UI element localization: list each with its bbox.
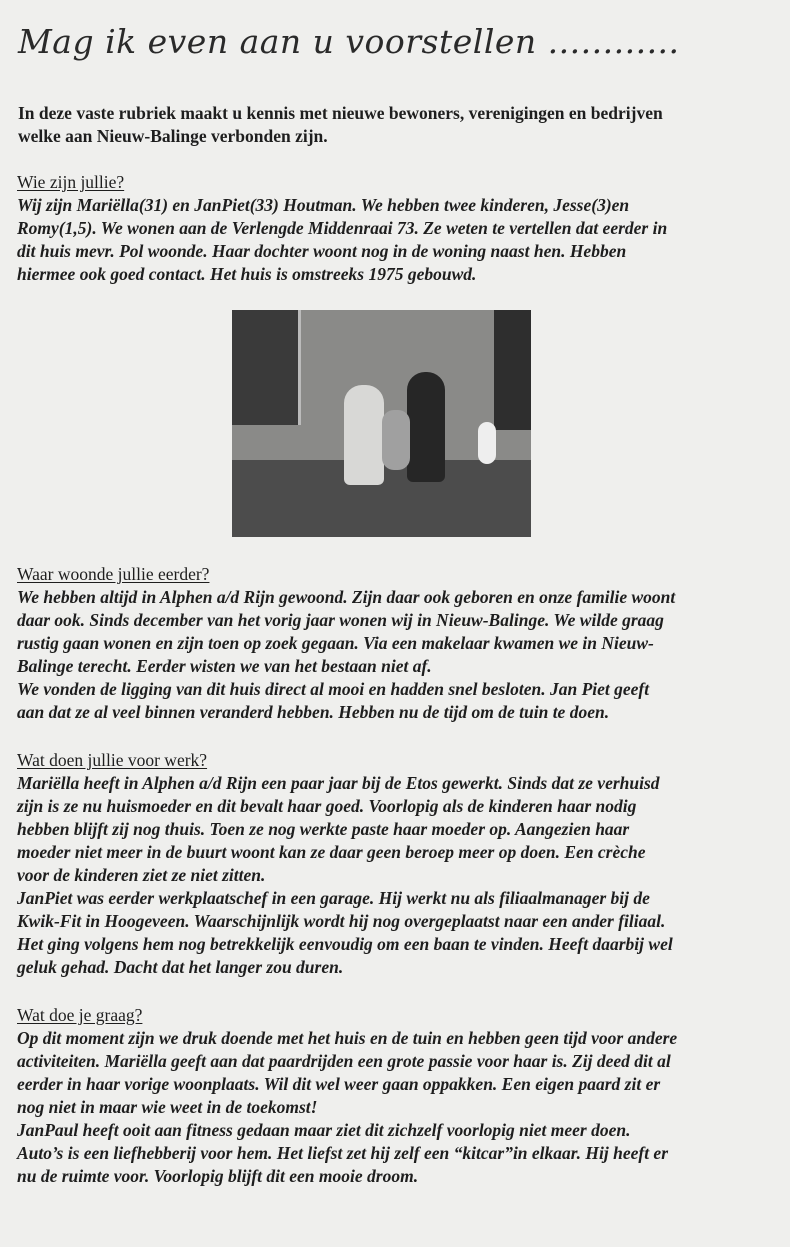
text-line: rustig gaan wonen en zijn toen op zoek gegaan. Via een makelaar kwamen we in Nieuw- — [17, 633, 654, 653]
text-line: Kwik-Fit in Hoogeveen. Waarschijnlijk wordt hij nog overgeplaatst naar een ander filiaal. — [17, 911, 666, 931]
text-line: JanPiet was eerder werkplaatschef in een garage. Hij werkt nu als filiaalmanager bij de — [17, 888, 650, 908]
text-line: Romy(1,5). We wonen aan de Verlengde Middenraai 73. Ze weten te vertellen dat eerder in — [17, 218, 668, 238]
text-line: JanPaul heeft ooit aan fitness gedaan maar ziet dit zichzelf voorlopig niet meer doen. — [17, 1120, 631, 1140]
section-wat-doe-je-graag — [17, 1004, 677, 1188]
photo-window — [232, 310, 301, 425]
section-heading: Wat doe je graag? — [17, 1005, 143, 1025]
photo-child — [382, 410, 410, 470]
section-heading: Wat doen jullie voor werk? — [17, 750, 208, 770]
photo-person-father — [407, 372, 445, 482]
intro-paragraph — [18, 102, 663, 148]
text-line: aan dat ze al veel binnen veranderd hebben. Hebben nu de tijd om de tuin te doen. — [17, 702, 610, 722]
text-line: activiteiten. Mariëlla geeft aan dat paardrijden een grote passie voor haar is. Zij deed dit al — [17, 1051, 671, 1071]
text-line: Balinge terecht. Eerder wisten we van het bestaan niet af. — [17, 656, 432, 676]
text-line: We vonden de ligging van dit huis direct al mooi en hadden snel besloten. Jan Piet geeft — [17, 679, 650, 699]
text-line: hiermee ook goed contact. Het huis is omstreeks 1975 gebouwd. — [17, 264, 477, 284]
text-line: daar ook. Sinds december van het vorig jaar wonen wij in Nieuw-Balinge. We wilde graag — [17, 610, 664, 630]
text-line: zijn is ze nu huismoeder en dit bevalt haar goed. Voorlopig als de kinderen haar nodig — [17, 796, 637, 816]
text-line: nu de ruimte voor. Voorlopig blijft dit een mooie droom. — [17, 1166, 419, 1186]
section-wat-doen-jullie-voor-werk — [17, 749, 673, 979]
photo-car — [494, 310, 531, 430]
text-line: hebben blijft zij nog thuis. Toen ze nog werkte paste haar moeder op. Aangezien haar — [17, 819, 630, 839]
photo-goose-statue — [478, 422, 496, 464]
intro-line: welke aan Nieuw-Balinge verbonden zijn. — [18, 126, 328, 146]
text-line: moeder niet meer in de buurt woont kan ze daar geen beroep meer op doen. Een crèche — [17, 842, 646, 862]
text-line: nog niet in maar wie weet in de toekomst! — [17, 1097, 318, 1117]
section-heading: Waar woonde jullie eerder? — [17, 564, 210, 584]
text-line: geluk gehad. Dacht dat het langer zou duren. — [17, 957, 344, 977]
article-title: Mag ik even aan u voorstellen ............ — [18, 22, 680, 61]
text-line: Wij zijn Mariëlla(31) en JanPiet(33) Houtman. We hebben twee kinderen, Jesse(3)en — [17, 195, 630, 215]
section-waar-woonde-jullie-eerder — [17, 563, 675, 724]
text-line: Auto’s is een liefhebberij voor hem. Het liefst zet hij zelf een “kitcar”in elkaar. Hij heeft er — [17, 1143, 669, 1163]
section-heading: Wie zijn jullie? — [17, 172, 125, 192]
section-wie-zijn-jullie — [17, 171, 667, 286]
photo-person-mother — [344, 385, 384, 485]
text-line: voor de kinderen ziet ze niet zitten. — [17, 865, 266, 885]
text-line: Het ging volgens hem nog betrekkelijk eenvoudig om een baan te vinden. Heeft daarbij wel — [17, 934, 673, 954]
text-line: dit huis mevr. Pol woonde. Haar dochter woont nog in de woning naast hen. Hebben — [17, 241, 627, 261]
intro-line: In deze vaste rubriek maakt u kennis met nieuwe bewoners, verenigingen en bedrijven — [18, 103, 663, 123]
text-line: We hebben altijd in Alphen a/d Rijn gewoond. Zijn daar ook geboren en onze familie woont — [17, 587, 676, 607]
family-photo — [232, 310, 531, 537]
text-line: Op dit moment zijn we druk doende met het huis en de tuin en hebben geen tijd voor andere — [17, 1028, 678, 1048]
text-line: Mariëlla heeft in Alphen a/d Rijn een paar jaar bij de Etos gewerkt. Sinds dat ze verhuisd — [17, 773, 660, 793]
text-line: eerder in haar vorige woonplaats. Wil dit wel weer gaan oppakken. Een eigen paard zit er — [17, 1074, 661, 1094]
